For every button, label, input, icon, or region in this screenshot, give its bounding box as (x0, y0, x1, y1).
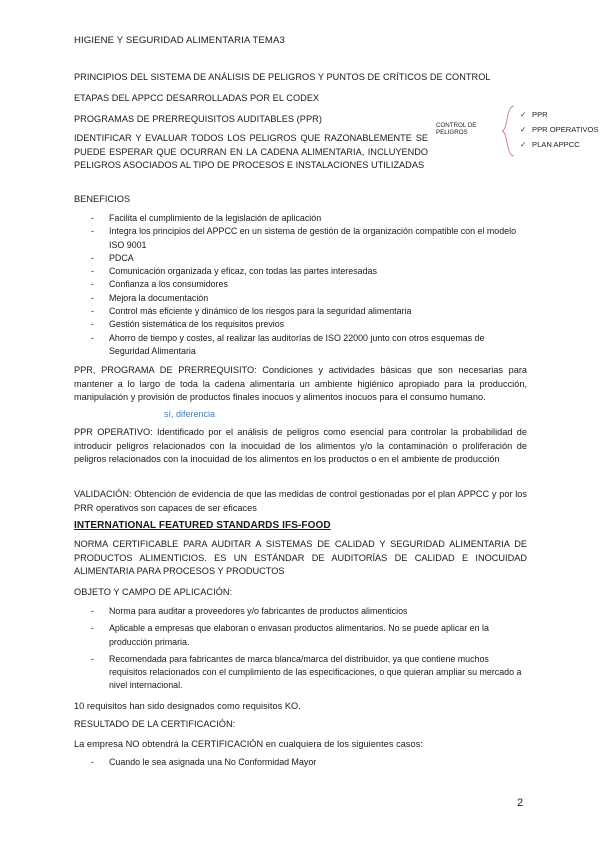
check-icon: ✓ (520, 125, 527, 134)
section-title-principios: PRINCIPIOS DEL SISTEMA DE ANÁLISIS DE PELIGROS Y PUNTOS DE CRÍTICOS DE CONTROL (74, 72, 491, 82)
control-item: ✓ PPR (520, 107, 599, 122)
list-item: - Recomendada para fabricantes de marca blanca/marca del distribuidor, ya que contiene muchos requisitos relacionados con el cumplimiento de las especificaciones, o que quieran ampliar su mercado a nivel internacional. (91, 653, 527, 693)
list-item: - Comunicación organizada y eficaz, con todas las partes interesadas (91, 265, 527, 278)
document-header: HIGIENE Y SEGURIDAD ALIMENTARIA TEMA3 (74, 35, 285, 46)
control-label: CONTROL DE PELIGROS (436, 122, 477, 136)
objeto-title: OBJETO Y CAMPO DE APLICACIÓN: (74, 587, 233, 597)
resultado-title: RESULTADO DE LA CERTIFICACIÓN: (74, 719, 236, 729)
list-item: - Aplicable a empresas que elaboran o envasan productos alimentarios. No se puede aplicar en la producción primaria. (91, 622, 527, 649)
list-item: - PDCA (91, 252, 527, 265)
check-icon: ✓ (520, 140, 527, 149)
list-item: - Cuando le sea asignada una No Conformidad Mayor (91, 756, 527, 769)
ppr-definition: PPR, PROGRAMA DE PRERREQUISITO: Condiciones y actividades básicas que son necesarias para mantener a lo largo de toda la cadena alimentaria un ambiente higiénico apropiado para la producción, manipulación y provisión de productos finales inocuos y alimentos inocuos para el consumo humano. (74, 365, 527, 402)
resultado-text: La empresa NO obtendrá la CERTIFICACIÓN en cualquiera de los siguientes casos: (74, 739, 423, 749)
list-item: - Control más eficiente y dinámico de los riesgos para la seguridad alimentaria (91, 305, 527, 318)
annotation-note: sí, diferencia (164, 409, 216, 419)
ifs-title: INTERNATIONAL FEATURED STANDARDS IFS-FOOD (74, 520, 331, 531)
list-item: - Confianza a los consumidores (91, 278, 527, 291)
list-item: - Integra los principios del APPCC en un sistema de gestión de la organización compatible con el modelo ISO 9001 (91, 225, 527, 252)
brace-icon (500, 104, 520, 158)
section-title-ppr: PROGRAMAS DE PRERREQUISITOS AUDITABLES (PPR) (74, 114, 322, 124)
validacion-definition: VALIDACIÓN: Obtención de evidencia de que las medidas de control gestionadas por el plan APPCC y por los PRR operativos son capaces de ser eficaces (74, 489, 527, 513)
ppr-operativo-definition: PPR OPERATIVO: Identificado por el análisis de peligros como esencial para controlar la probabilidad de introducir peligros relacionados con la inocuidad de los alimentos y/o la contaminación o proliferación de peligros relacionados con la inocuidad de los alimentos en los productos o en el ambiente de producción (74, 427, 527, 464)
page-number: 2 (517, 797, 524, 809)
control-list (520, 107, 599, 152)
control-item: ✓ PPR OPERATIVOS (520, 122, 599, 137)
section-title-etapas: ETAPAS DEL APPCC DESARROLLADAS POR EL CODEX (74, 93, 320, 103)
norma-paragraph: NORMA CERTIFICABLE PARA AUDITAR A SISTEMAS DE CALIDAD Y SEGURIDAD ALIMENTARIA DE PRODUCTOS ALIMENTICIOS. ES UN ESTÁNDAR DE AUDITORÍAS DE CALIDAD E INOCUIDAD ALIMENTARIA PARA PROCESOS Y PRODUCTOS (74, 539, 527, 576)
list-item: - Facilita el cumplimiento de la legislación de aplicación (91, 212, 527, 225)
objeto-list (91, 605, 527, 693)
check-icon: ✓ (520, 110, 527, 119)
identify-paragraph: IDENTIFICAR Y EVALUAR TODOS LOS PELIGROS QUE RAZONABLEMENTE SE PUEDE ESPERAR QUE OCURRAN EN LA CADENA ALIMENTARIA, INCLUYENDO PELIGROS ASOCIADOS AL TIPO DE PROCESOS E INSTALACIONES UTILIZADAS (74, 133, 428, 170)
list-item: - Mejora la documentación (91, 292, 527, 305)
control-item: ✓ PLAN APPCC (520, 137, 599, 152)
list-item: - Gestión sistemática de los requisitos previos (91, 318, 527, 331)
beneficios-title: BENEFICIOS (74, 194, 131, 204)
casos-list (91, 756, 527, 769)
requisitos-ko: 10 requisitos han sido designados como requisitos KO. (74, 701, 301, 711)
list-item: - Norma para auditar a proveedores y/o fabricantes de productos alimenticios (91, 605, 527, 618)
list-item: - Ahorro de tiempo y costes, al realizar las auditorías de ISO 22000 junto con otros esquemas de Seguridad Alimentaria (91, 332, 527, 359)
beneficios-list (91, 212, 527, 358)
